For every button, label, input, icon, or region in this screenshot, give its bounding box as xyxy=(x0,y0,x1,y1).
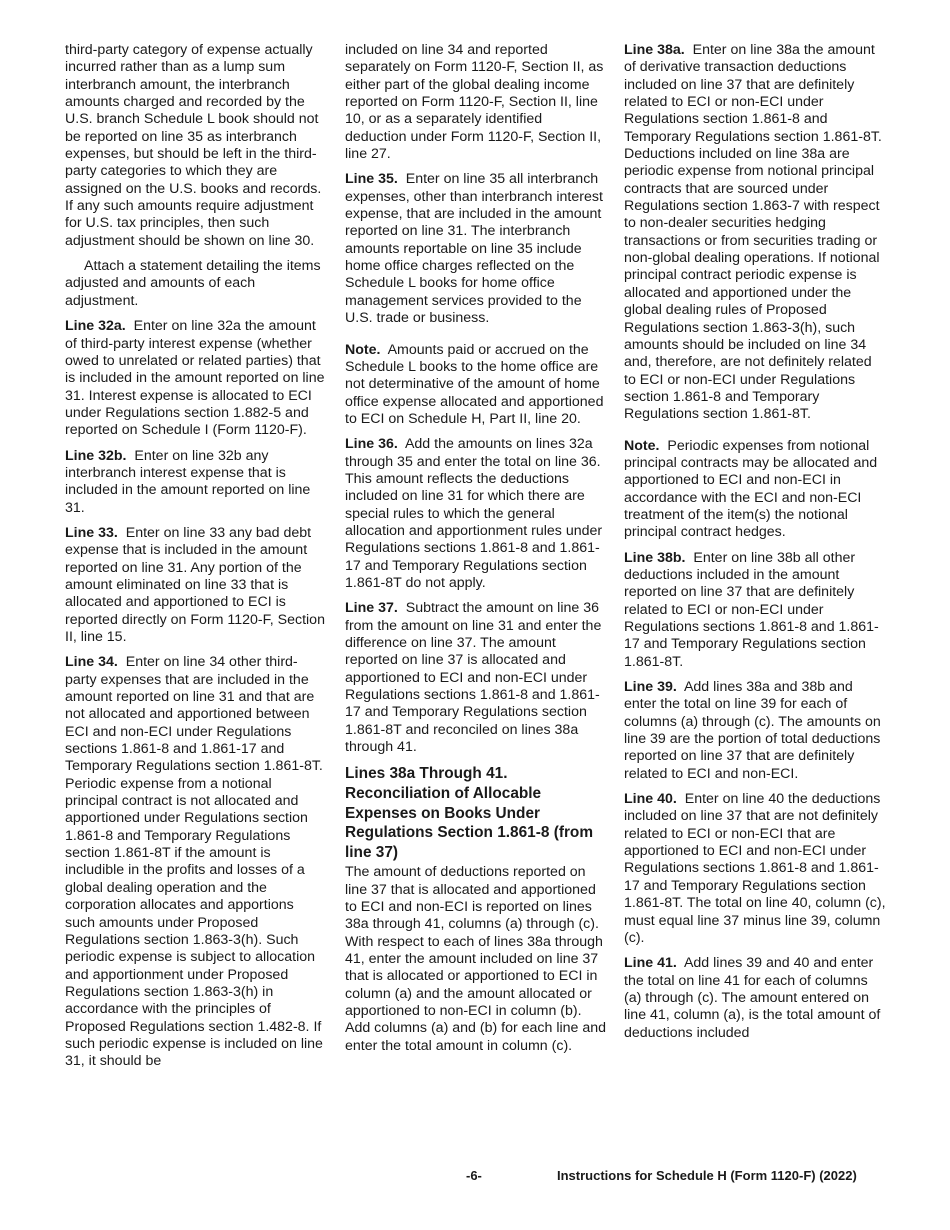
line-35-paragraph xyxy=(345,171,607,327)
column-2 xyxy=(345,42,607,1063)
paragraph-lead: Line 34. xyxy=(65,654,118,671)
line-39-paragraph xyxy=(624,679,886,783)
paragraph-lead: Line 37. xyxy=(345,600,398,617)
paragraph-text: Periodic expenses from notional principal contracts may be allocated and apportioned to ECI and non-ECI in accordance with the ECI and non-ECI treatment of the item(s) the notional principal contract hedges. xyxy=(624,437,878,541)
paragraph-lead: Note. xyxy=(624,437,660,454)
line-38a-paragraph xyxy=(624,42,886,424)
paragraph-text: third-party category of expense actually incurred rather than as a lump sum interbranch amount, the interbranch amounts charged and recorded by the U.S. branch Schedule L book should not be reported on line 35 as interbranch expenses, but should be left in the third-party categories to which they are assigned on the U.S. books and records. If any such amounts require adjustment for U.S. tax principles, then such adjustment should be shown on line 30. xyxy=(65,42,322,249)
note-paragraph xyxy=(345,342,607,429)
paragraph-lead: Line 38b. xyxy=(624,549,686,566)
line-32b-paragraph xyxy=(65,448,327,517)
paragraph-lead: Line 40. xyxy=(624,791,677,808)
document-title: Instructions for Schedule H (Form 1120-F) (2022) xyxy=(557,1168,857,1183)
paragraph-lead: Line 35. xyxy=(345,171,398,188)
paragraph-text: Enter on line 35 all interbranch expenses, other than interbranch interest expense, that are included in the amount reported on line 31. The interbranch amounts reportable on line 35 include home office charges reflected on the Schedule L books for home office management services provided to the U.S. trade or business. xyxy=(345,171,603,327)
line-37-paragraph xyxy=(345,600,607,756)
column-3 xyxy=(624,42,886,1050)
line-38b-paragraph xyxy=(624,550,886,671)
paragraph-text: Enter on line 32a the amount of third-party interest expense (whether owed to unrelated or related parties) that is included in the amount reported on line 31. Interest expense is allocated to ECI under Regulations section 1.882-5 and reported on Schedule I (Form 1120-F). xyxy=(65,318,325,439)
paragraph-lead: Line 32a. xyxy=(65,318,126,335)
paragraph-text: Amounts paid or accrued on the Schedule L books to the home office are not determinative of the amount of home office expense allocated and apportioned to ECI on Schedule H, Part II, line 20. xyxy=(345,341,604,427)
line-33-paragraph xyxy=(65,525,327,646)
paragraph-text: Enter on line 32b any interbranch interest expense that is included in the amount reported on line 31. xyxy=(65,447,311,516)
paragraph-text: The amount of deductions reported on line 37 that is allocated and apportioned to ECI and non-ECI is reported on lines 38a through 41, columns (a) through (c). With respect to each of lines 38a through 41, enter the amount included on line 37 that is allocated or apportioned to ECI in column (a) and the amount allocated or apportioned to non-ECI in column (b). Add columns (a) and (b) for each line and enter the total amount in column (c). xyxy=(345,864,607,1054)
paragraph-text: included on line 34 and reported separately on Form 1120-F, Section II, as either part of the global dealing income reported on Form 1120-F, Section II, line 10, or as a separately identified deduction under Form 1120-F, Section II, line 27. xyxy=(345,42,604,163)
paragraph xyxy=(345,864,607,1055)
paragraph xyxy=(65,42,327,250)
paragraph-text: Enter on line 38b all other deductions included in the amount reported on line 37 that are definitely related to ECI or non-ECI under Regulations sections 1.861-8 and 1.861-17 and Temporary Regulations section 1.861-8T. xyxy=(624,549,879,670)
paragraph xyxy=(65,258,327,310)
line-34-paragraph xyxy=(65,654,327,1070)
line-40-paragraph xyxy=(624,791,886,947)
paragraph-lead: Line 32b. xyxy=(65,447,127,464)
paragraph-lead: Line 39. xyxy=(624,679,677,696)
paragraph-text: Enter on line 33 any bad debt expense that is included in the amount reported on line 31. Any portion of the amount eliminated on line 33 that is allocated and apportioned to ECI is reported directly on Form 1120-F, Section II, line 15. xyxy=(65,524,325,645)
paragraph-text: Add lines 39 and 40 and enter the total on line 41 for each of columns (a) through (c). The amount entered on line 41, column (a), is the total amount of deductions included xyxy=(624,955,881,1041)
paragraph-lead: Line 33. xyxy=(65,524,118,541)
paragraph-text: Subtract the amount on line 36 from the amount on line 31 and enter the difference on line 37. The amount reported on line 37 is allocated and apportioned to ECI and non-ECI under Regulations sections 1.861-8 and 1.861-17 and Temporary Regulations section 1.861-8T and reconciled on lines 38a through 41. xyxy=(345,600,602,756)
paragraph-lead: Line 36. xyxy=(345,436,398,453)
line-41-paragraph xyxy=(624,955,886,1042)
note-paragraph xyxy=(624,438,886,542)
column-1 xyxy=(65,42,327,1079)
section-heading: Lines 38a Through 41. Reconciliation of Allocable Expenses on Books Under Regulations Section 1.861-8 (from line 37) xyxy=(345,765,594,861)
paragraph-lead: Line 41. xyxy=(624,955,677,972)
line-32a-paragraph xyxy=(65,318,327,439)
paragraph-text: Enter on line 34 other third-party expenses that are included in the amount reported on line 31 and that are not allocated and apportioned between ECI and non-ECI under Regulations sections 1.861-8 and 1.861-17 and Temporary Regulations section 1.861-8T. Periodic expense from a notional principal contract is not allocated and apportioned under Regulations section 1.861-8 and Temporary Regulations section 1.861-8T if the amount is includible in the profits and losses of a global dealing operation and the corporation allocates and apportions such amounts under Proposed Regulations section 1.863-3(h). Such periodic expense is subject to allocation and apportionment under Proposed Regulations section 1.863-3(h) in accordance with the principles of Proposed Regulations section 1.482-8. If such periodic expense is included on line 31, it should be xyxy=(65,654,323,1070)
paragraph-text: Attach a statement detailing the items adjusted and amounts of each adjustment. xyxy=(65,258,321,309)
paragraph xyxy=(345,42,607,163)
paragraph-lead: Note. xyxy=(345,341,381,358)
paragraph-text: Enter on line 38a the amount of derivative transaction deductions included on line 37 that are definitely related to ECI or non-ECI under Regulations section 1.861-8 and Temporary Regulations section 1.861-8T. Deductions included on line 38a are periodic expense from notional principal contracts that are sourced under Regulations section 1.863-7 with respect to non-dealer securities hedging transactions or from securities trading or non-global dealing operations. If notional principal contract periodic expense is allocated and apportioned under the global dealing rules of Proposed Regulations section 1.863-3(h), such amounts should be included on line 34 and, therefore, are not definitely related to ECI or non-ECI under Regulations section 1.861-8 and Temporary Regulations section 1.861-8T. xyxy=(624,42,882,423)
paragraph-text: Add the amounts on lines 32a through 35 and enter the total on line 36. This amount reflects the deductions included on line 31 for which there are special rules to which the general allocation and apportionment rules under Regulations sections 1.861-8 and 1.861-17 and Temporary Regulations section 1.861-8T do not apply. xyxy=(345,436,603,591)
paragraph-text: Add lines 38a and 38b and enter the total on line 39 for each of columns (a) through (c). The amounts on line 39 are the portion of total deductions reported on line 37 that are definitely related to ECI and non-ECI. xyxy=(624,679,881,782)
paragraph-text: Enter on line 40 the deductions included on line 37 that are not definitely related to ECI or non-ECI that are apportioned to ECI and non-ECI under Regulations sections 1.861-8 and 1.861-17 and Temporary Regulations section 1.861-8T. The total on line 40, column (c), must equal line 37 minus line 39, column (c). xyxy=(624,791,886,946)
line-36-paragraph xyxy=(345,436,607,592)
paragraph-lead: Line 38a. xyxy=(624,42,685,58)
page-number: -6- xyxy=(466,1168,482,1183)
